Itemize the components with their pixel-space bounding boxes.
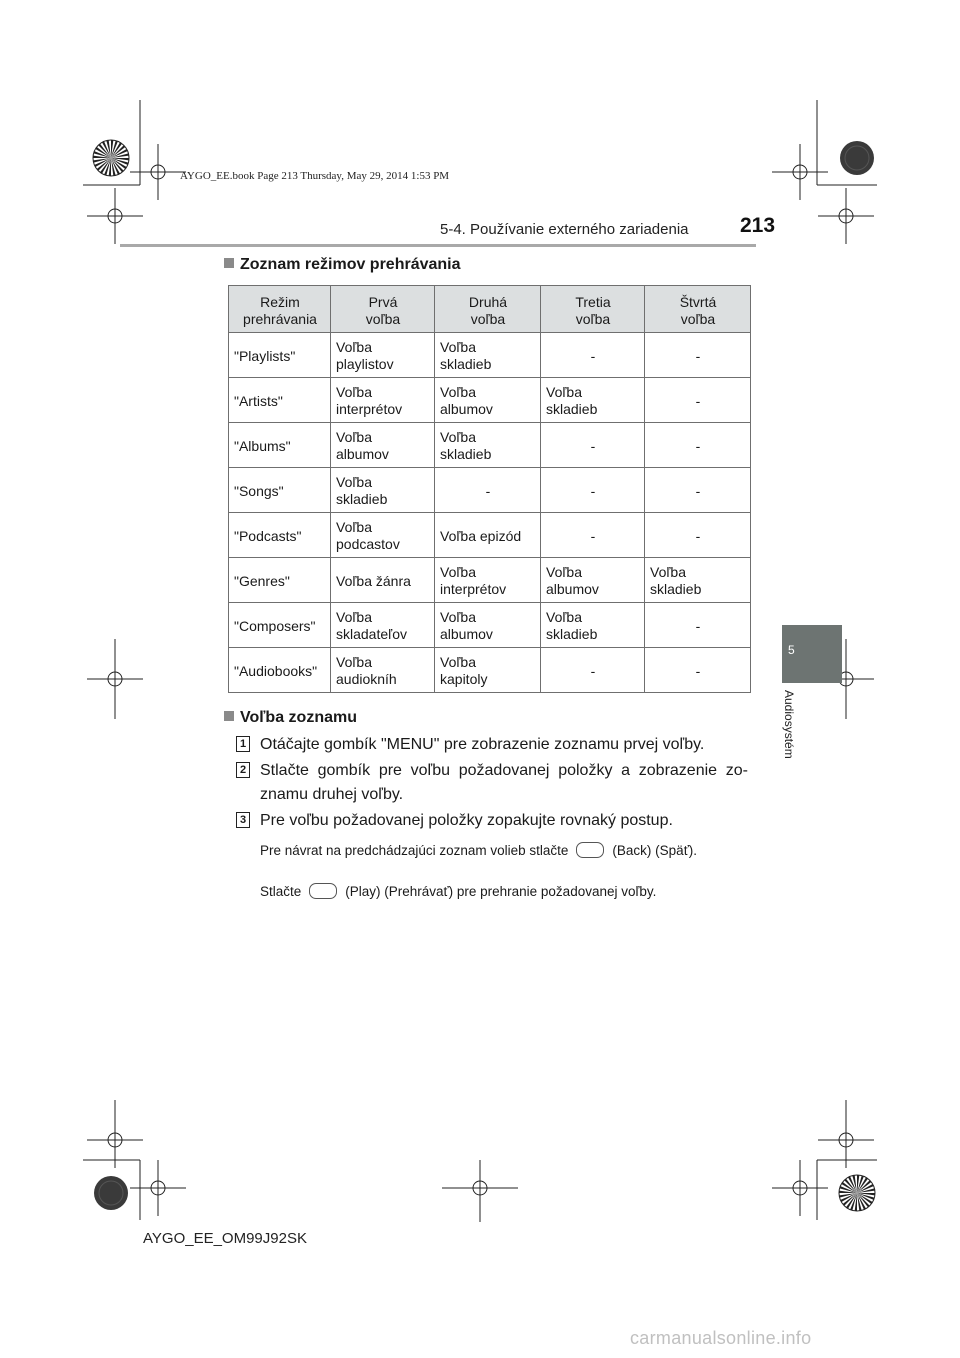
table-row (229, 468, 751, 513)
table-cell: Voľba epizód (435, 513, 541, 558)
rounded-button-icon (309, 883, 337, 899)
table-cell: "Albums" (229, 423, 331, 468)
table-header-cell: Tretia voľba (541, 286, 645, 333)
registration-mark-icon (130, 144, 186, 200)
registration-mark-icon (87, 1100, 143, 1168)
table-cell: Voľba skladieb (645, 558, 751, 603)
note-back-text-end: (Back) (Späť). (612, 843, 698, 858)
step-number-badge: 2 (236, 762, 250, 778)
table-cell: Voľba skladieb (435, 423, 541, 468)
table-cell: Voľba interprétov (435, 558, 541, 603)
table-cell: Voľba žánra (331, 558, 435, 603)
table-cell: Voľba albumov (541, 558, 645, 603)
square-bullet-icon (224, 711, 234, 721)
registration-mark-icon (87, 188, 143, 244)
table-cell: "Podcasts" (229, 513, 331, 558)
step-3 (236, 809, 748, 833)
header-rule (120, 244, 756, 247)
registration-mark-icon (772, 144, 828, 200)
solid-disc-icon (94, 1176, 128, 1210)
table-cell: Voľba interprétov (331, 378, 435, 423)
registration-mark-icon (130, 1160, 186, 1216)
table-header-cell: Prvá voľba (331, 286, 435, 333)
table-cell: "Playlists" (229, 333, 331, 378)
table-cell: - (645, 468, 751, 513)
chapter-label-container (782, 690, 806, 780)
note-play (260, 882, 746, 902)
radial-target-icon (93, 140, 129, 176)
note-back (260, 841, 746, 861)
registration-mark-icon (772, 1160, 828, 1216)
table-cell: "Genres" (229, 558, 331, 603)
radial-target-icon (839, 1175, 875, 1211)
table-cell: - (645, 648, 751, 693)
registration-mark-icon (818, 188, 874, 244)
solid-disc-icon (840, 141, 874, 175)
table-cell: Voľba skladieb (331, 468, 435, 513)
table-cell: - (645, 423, 751, 468)
table-cell: - (645, 378, 751, 423)
step-text: Pre voľbu požadovanej položky zopakujte rovnaký postup. (260, 812, 673, 829)
print-info-line: AYGO_EE.book Page 213 Thursday, May 29, 2014 1:53 PM (180, 170, 450, 182)
table-cell: Voľba albumov (435, 603, 541, 648)
table-cell: "Songs" (229, 468, 331, 513)
chapter-tab (782, 625, 842, 683)
registration-mark-icon (87, 639, 143, 719)
table-header-row (229, 286, 751, 333)
step-number-badge: 1 (236, 736, 250, 752)
section-heading-list-text: Voľba zoznamu (240, 709, 357, 726)
table-row (229, 378, 751, 423)
step-2 (236, 759, 748, 807)
table-cell: - (645, 513, 751, 558)
table-cell: - (541, 648, 645, 693)
table-cell: Voľba skladieb (541, 603, 645, 648)
table-cell: "Artists" (229, 378, 331, 423)
table-cell: - (541, 513, 645, 558)
section-heading-list (224, 709, 357, 727)
table-row (229, 423, 751, 468)
chapter-number: 5 (788, 643, 795, 657)
table-row (229, 603, 751, 648)
playback-modes-table (228, 285, 751, 693)
table-cell: - (541, 468, 645, 513)
table-cell: - (435, 468, 541, 513)
footer-code: AYGO_EE_OM99J92SK (143, 1230, 307, 1247)
watermark: carmanualsonline.info (630, 1328, 812, 1348)
table-cell: - (645, 603, 751, 648)
table-cell: "Audiobooks" (229, 648, 331, 693)
registration-mark-icon (818, 1100, 874, 1168)
note-back-text-start: Pre návrat na predchádzajúci zoznam volieb stlačte (260, 843, 569, 858)
table-row (229, 513, 751, 558)
table-cell: Voľba podcastov (331, 513, 435, 558)
rounded-button-icon (576, 842, 604, 858)
registration-mark-icon (442, 1160, 518, 1222)
table-cell: - (541, 333, 645, 378)
table-cell: Voľba playlistov (331, 333, 435, 378)
table-cell: - (645, 333, 751, 378)
table-cell: Voľba skladateľov (331, 603, 435, 648)
section-header-title: 5-4. Používanie externého zariadenia (440, 221, 689, 238)
table-cell: Voľba kapitoly (435, 648, 541, 693)
table-header-cell: Štvrtá voľba (645, 286, 751, 333)
table-cell: "Composers" (229, 603, 331, 648)
step-text: Stlačte gombík pre voľbu požadovanej položky a zobrazenie zo-znamu druhej voľby. (260, 762, 748, 803)
note-play-text-end: (Play) (Prehrávať) pre prehranie požadovanej voľby. (345, 884, 657, 899)
step-number-badge: 3 (236, 812, 250, 828)
step-text: Otáčajte gombík "MENU" pre zobrazenie zoznamu prvej voľby. (260, 736, 705, 753)
chapter-label: Audiosystém (782, 690, 796, 759)
table-cell: - (541, 423, 645, 468)
table-row (229, 333, 751, 378)
table-header-cell: Druhá voľba (435, 286, 541, 333)
table-cell: Voľba albumov (331, 423, 435, 468)
table-cell: Voľba audiokníh (331, 648, 435, 693)
section-heading-modes (224, 256, 461, 274)
table-cell: Voľba skladieb (435, 333, 541, 378)
table-row (229, 648, 751, 693)
table-row (229, 558, 751, 603)
table-cell: Voľba skladieb (541, 378, 645, 423)
note-play-text-start: Stlačte (260, 884, 302, 899)
table-cell: Voľba albumov (435, 378, 541, 423)
section-heading-modes-text: Zoznam režimov prehrávania (240, 256, 461, 273)
table-body (229, 333, 751, 693)
step-1 (236, 733, 748, 757)
page-number: 213 (740, 214, 776, 237)
square-bullet-icon (224, 258, 234, 268)
table-header-cell: Režim prehrávania (229, 286, 331, 333)
